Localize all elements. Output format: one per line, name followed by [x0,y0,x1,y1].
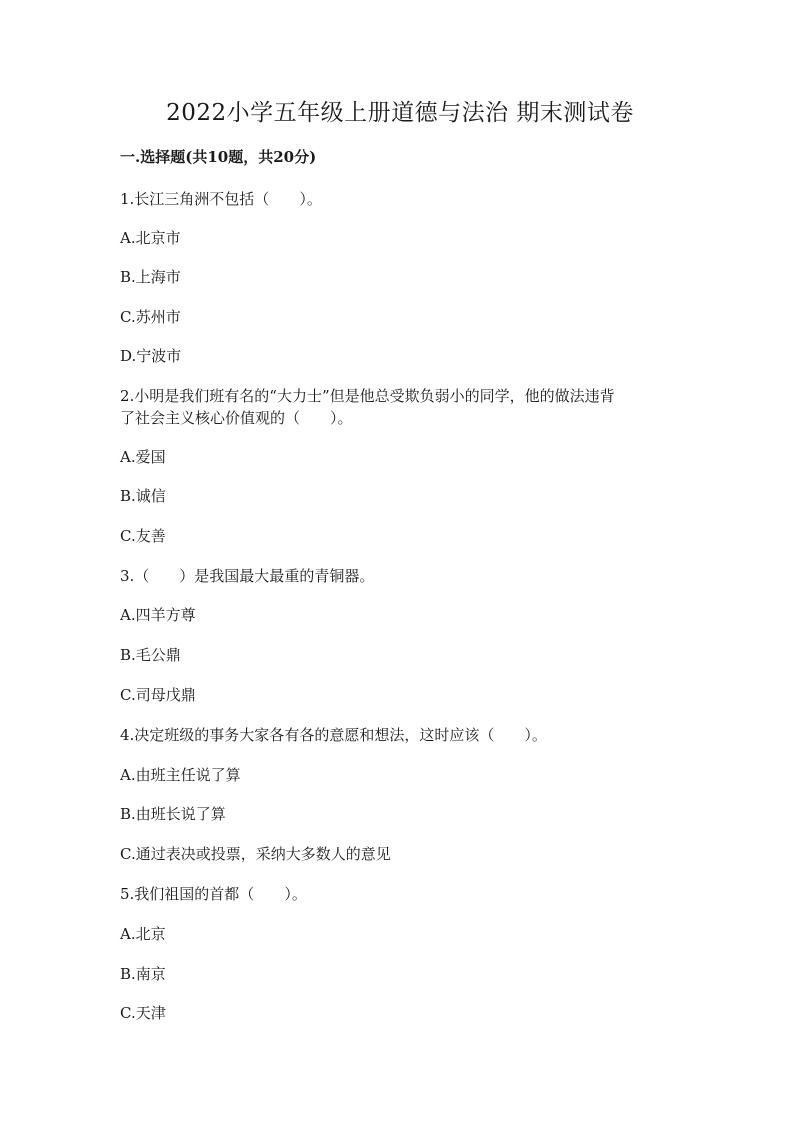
question-4-option-b: B.由班长说了算 [120,805,226,823]
question-3-stem: 3.（ ）是我国最大最重的青铜器。 [120,567,375,585]
question-4-option-a: A.由班主任说了算 [120,766,241,784]
question-1-option-b: B.上海市 [120,268,181,286]
question-2-option-c: C.友善 [120,527,166,545]
question-3-option-c: C.司母戊鼎 [120,686,196,704]
question-2-stem-line-1: 2.小明是我们班有名的“大力士”但是他总受欺负弱小的同学，他的做法违背 [120,387,615,405]
question-5-option-c: C.天津 [120,1004,166,1022]
page-title: 2022小学五年级上册道德与法治 期末测试卷 [166,100,634,126]
question-1-option-c: C.苏州市 [120,308,181,326]
question-5-option-b: B.南京 [120,965,166,983]
question-1-stem: 1.长江三角洲不包括（ ）。 [120,190,322,208]
question-3-option-a: A.四羊方尊 [120,606,196,624]
question-5-option-a: A.北京 [120,925,166,943]
question-1-option-a: A.北京市 [120,229,181,247]
question-4-option-c: C.通过表决或投票，采纳大多数人的意见 [120,845,391,863]
question-1-option-d: D.宁波市 [120,347,182,365]
question-3-option-b: B.毛公鼎 [120,646,181,664]
question-5-stem: 5.我们祖国的首都（ ）。 [120,885,307,903]
question-4-stem: 4.决定班级的事务大家各有各的意愿和想法，这时应该（ ）。 [120,726,547,744]
question-2-stem-line-2: 了社会主义核心价值观的（ ）。 [120,409,353,427]
question-2-option-a: A.爱国 [120,448,166,466]
section-header: 一.选择题(共10题，共20分) [120,148,317,166]
question-2-option-b: B.诚信 [120,487,166,505]
